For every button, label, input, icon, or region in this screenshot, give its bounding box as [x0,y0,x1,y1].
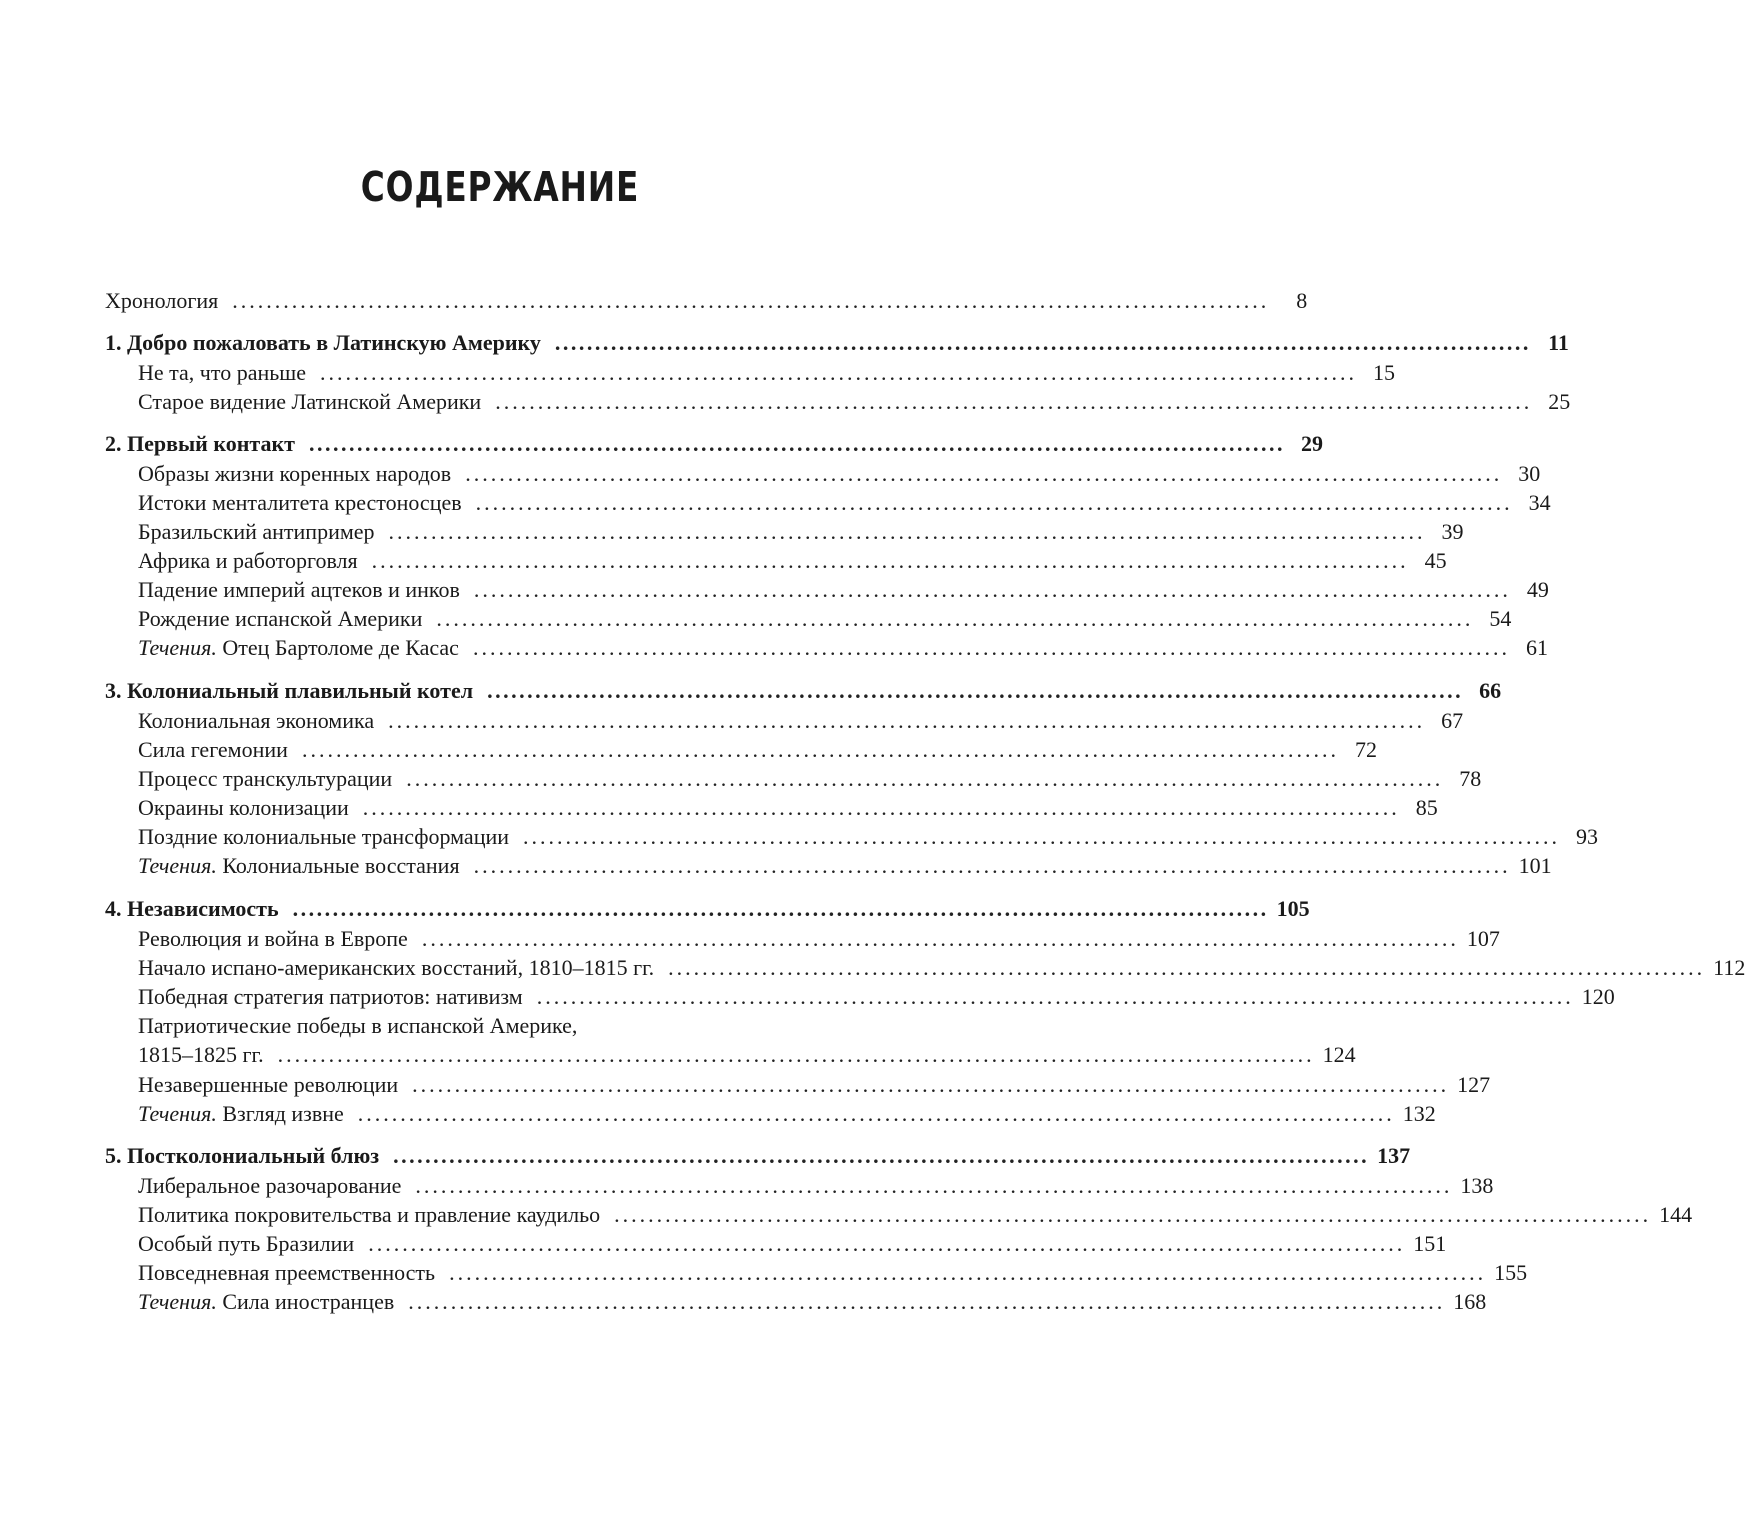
dot-leader: .......................................................................................................................... [319,360,1357,385]
toc-chapter [105,429,1323,458]
dot-leader: .......................................................................................................................... [473,853,1511,878]
toc-entry-title: Процесс транскультурации [138,766,393,791]
toc-page-number: 11 [1548,330,1569,355]
dot-leader: .......................................................................................................................... [465,461,1503,486]
toc-entry-title: Хронология [105,288,219,313]
toc-page-number: 105 [1276,896,1310,921]
dot-leader: .......................................................................................................................... [362,795,1400,820]
toc-entry [138,851,1552,880]
toc-entry [138,706,1464,735]
toc-entry [138,1258,1528,1287]
toc-entry-title: Сила гегемонии [138,737,288,762]
toc-entry [138,735,1377,764]
toc-chapter [105,1141,1411,1170]
toc-entry-title: 1. Добро пожаловать в Латинскую Америку [105,330,541,355]
toc-entry-title: Революция и война в Европе [138,926,408,951]
toc-entry-title: 1815–1825 гг. [138,1042,264,1067]
toc-entry [138,764,1482,793]
toc-entry-title: Особый путь Бразилии [138,1231,355,1256]
page-title: СОДЕРЖАНИЕ [360,163,640,211]
toc-entry [105,286,1308,315]
toc-page-number: 54 [1489,606,1512,631]
toc-entry-title: Взгляд извне [222,1101,344,1126]
toc-page-number: 49 [1526,577,1549,602]
toc-entry [138,488,1551,517]
toc-page-number: 120 [1581,984,1615,1009]
dot-leader: .......................................................................................................................... [536,984,1574,1009]
toc-page-number: 127 [1457,1072,1491,1097]
toc-entry [138,982,1615,1011]
toc-entry-title: Незавершенные революции [138,1072,399,1097]
toc-page-number: 124 [1322,1042,1356,1067]
toc-entry [138,1229,1447,1258]
toc-entry-title: 4. Независимость [105,896,279,921]
toc-page-number: 15 [1372,360,1395,385]
toc-entry-title: Бразильский антипример [138,519,375,544]
toc-entry-title: Падение империй ацтеков и инков [138,577,460,602]
toc-chapter [105,894,1310,923]
toc-entry-title: Образы жизни коренных народов [138,461,452,486]
toc-entry-title: Поздние колониальные трансформации [138,824,510,849]
toc-page-number: 107 [1466,926,1500,951]
toc-page-number: 137 [1377,1143,1411,1168]
toc-entry [138,575,1549,604]
toc-entry [138,1011,1356,1069]
toc-entry-title: Старое видение Латинской Америки [138,389,482,414]
toc-entry [138,822,1599,851]
dot-leader: .......................................................................................................................... [232,288,1270,313]
toc-entry-title: Рождение испанской Америки [138,606,423,631]
dot-leader: .......................................................................................................................... [408,1289,1446,1314]
toc-entry [138,546,1447,575]
toc-entry-title: 3. Колониальный плавильный котел [105,678,474,703]
toc-entry-title: Начало испано-американских восстаний, 1810–1815 гг. [138,955,655,980]
dot-leader: .......................................................................................................................... [554,330,1531,355]
toc-page-number: 155 [1494,1260,1528,1285]
toc-page-number: 101 [1518,853,1552,878]
toc-entry-title: Победная стратегия патриотов: нативизм [138,984,523,1009]
dot-leader: .......................................................................................................................... [473,577,1511,602]
toc-page-number: 132 [1402,1101,1436,1126]
dot-leader: .......................................................................................................................... [388,519,1426,544]
toc-entry [138,358,1395,387]
toc-entry [138,1099,1436,1128]
dot-leader: .......................................................................................................................... [415,1173,1453,1198]
toc-page-number: 168 [1453,1289,1487,1314]
dot-leader: .......................................................................................................................... [472,635,1510,660]
toc-entry-title: Окраины колонизации [138,795,349,820]
toc-entry [138,633,1548,662]
dot-leader: .......................................................................................................................... [436,606,1474,631]
toc-entry-title: Либеральное разочарование [138,1173,402,1198]
toc-entry [138,924,1500,953]
dot-leader: .......................................................................................................................... [523,824,1561,849]
toc-page-number: 144 [1659,1202,1693,1227]
dot-leader: .......................................................................................................................... [368,1231,1406,1256]
toc-entry-title: Политика покровительства и правление каудильо [138,1202,601,1227]
toc-entry [138,1070,1491,1099]
toc-entry-title: Повседневная преемственность [138,1260,436,1285]
dot-leader: .......................................................................................................................... [357,1101,1395,1126]
toc-entry-title: 2. Первый контакт [105,431,295,456]
dot-leader: .......................................................................................................................... [614,1202,1652,1227]
dot-leader: .......................................................................................................................... [371,548,1409,573]
dot-leader: .......................................................................................................................... [388,708,1426,733]
dot-leader: .......................................................................................................................... [406,766,1444,791]
toc-entry [138,1171,1494,1200]
toc-chapter [105,328,1569,357]
toc-page-number: 61 [1525,635,1548,660]
toc-page-number: 30 [1518,461,1541,486]
toc-page-number: 29 [1300,431,1323,456]
toc-entry [138,1200,1693,1229]
toc-page-number: 151 [1413,1231,1447,1256]
toc-page-number: 112 [1713,955,1745,980]
toc-entry [138,459,1541,488]
toc-entry [138,1287,1487,1316]
toc-page-number: 25 [1548,389,1571,414]
toc-page-number: 78 [1459,766,1482,791]
toc-page-number: 93 [1576,824,1599,849]
toc-entry-prefix: Течения. [138,1101,217,1126]
toc-page-number: 45 [1424,548,1447,573]
dot-leader: .......................................................................................................................... [668,955,1706,980]
toc-entry-title: Сила иностранцев [222,1289,395,1314]
toc-page-number: 34 [1528,490,1551,515]
toc-entry [138,387,1571,416]
toc-entry [138,517,1464,546]
toc-entry-title: Не та, что раньше [138,360,306,385]
toc-entry-title: Отец Бартоломе де Касас [222,635,459,660]
toc-entry [138,793,1438,822]
toc-entry-title: Истоки менталитета крестоносцев [138,490,462,515]
toc-chapter [105,676,1502,705]
toc-entry-prefix: Течения. [138,1289,217,1314]
toc-entry [138,604,1512,633]
toc-entry-title: Патриотические победы в испанской Америке, [138,1013,578,1038]
dot-leader: .......................................................................................................................... [475,490,1513,515]
toc-entry-prefix: Течения. [138,853,217,878]
toc-entry-title: 5. Постколониальный блюз [105,1143,380,1168]
toc-entry-title: Колониальные восстания [222,853,460,878]
dot-leader: .......................................................................................................................... [308,431,1285,456]
dot-leader: .......................................................................................................................... [487,678,1464,703]
toc-page-number: 72 [1354,737,1377,762]
dot-leader: .......................................................................................................................... [277,1042,1315,1067]
dot-leader: .......................................................................................................................... [393,1143,1370,1168]
dot-leader: .......................................................................................................................... [495,389,1533,414]
toc-page-number: 8 [1296,288,1308,313]
toc-page-number: 66 [1479,678,1502,703]
toc-page-number: 39 [1441,519,1464,544]
toc-page-number: 138 [1460,1173,1494,1198]
dot-leader: .......................................................................................................................... [449,1260,1487,1285]
toc-page-number: 67 [1441,708,1464,733]
dot-leader: .......................................................................................................................... [412,1072,1450,1097]
dot-leader: .......................................................................................................................... [301,737,1339,762]
toc-entry-prefix: Течения. [138,635,217,660]
toc-entry-title: Колониальная экономика [138,708,375,733]
dot-leader: .......................................................................................................................... [421,926,1459,951]
toc-entry [138,953,1745,982]
toc-page-number: 85 [1415,795,1438,820]
dot-leader: .......................................................................................................................... [292,896,1269,921]
toc-entry-title: Африка и работорговля [138,548,358,573]
